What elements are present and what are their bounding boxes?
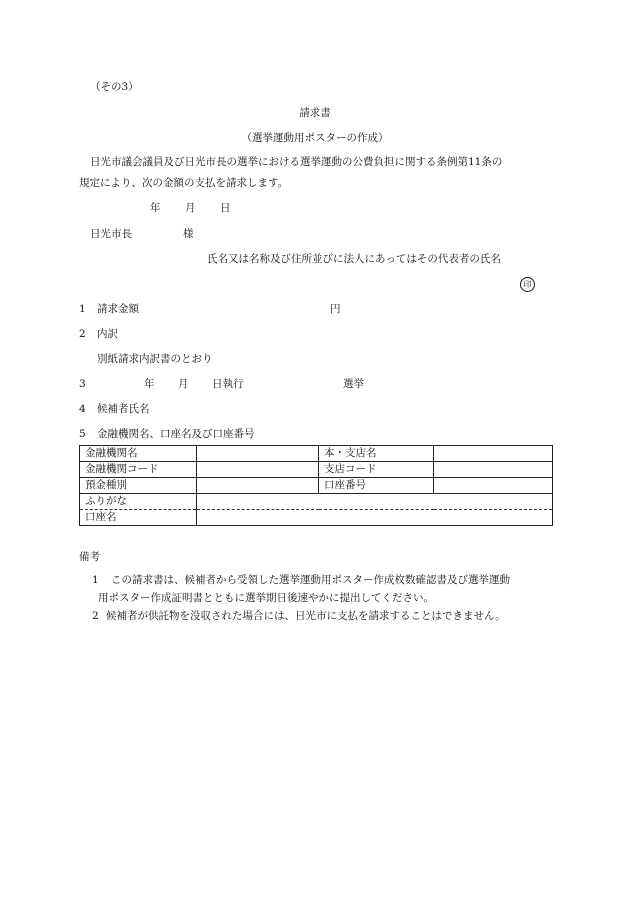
table-row xyxy=(80,510,553,526)
item-election-number: 3 xyxy=(79,378,86,390)
table-row xyxy=(80,494,553,510)
item-breakdown-number: 2 xyxy=(79,328,86,340)
deposit-type-field[interactable] xyxy=(197,478,319,494)
furigana-field[interactable] xyxy=(197,494,553,510)
addressee-honorific: 様 xyxy=(183,228,194,240)
remark-1-number: 1 xyxy=(92,574,99,586)
intro-line-2: 規定により、次の金額の支払を請求します。 xyxy=(79,177,289,189)
remark-2-text: 候補者が供託物を没収された場合には、日光市に支払を請求することはできません。 xyxy=(106,610,506,622)
item-candidate-number: 4 xyxy=(79,403,86,415)
item-amount-label: 請求金額 xyxy=(97,303,139,315)
account-name-field[interactable] xyxy=(197,510,553,526)
item-election-day: 日執行 xyxy=(212,378,244,390)
branch-code-field[interactable] xyxy=(434,462,553,478)
remark-2-number: 2 xyxy=(92,610,99,622)
item-election-year: 年 xyxy=(144,378,155,390)
item-breakdown-label: 内訳 xyxy=(97,328,118,340)
date-day: 日 xyxy=(220,202,231,214)
remark-1-line-2: 用ポスター作成証明書とともに選挙期日後速やかに提出してください。 xyxy=(98,592,434,604)
seal-mark: 印 xyxy=(520,277,535,292)
item-election-month: 月 xyxy=(178,378,189,390)
intro-line-1: 日光市議会議員及び日光市長の選挙における選挙運動の公費負担に関する条例第11条の xyxy=(90,156,503,168)
form-number-label: （その3） xyxy=(90,81,139,93)
account-number-label: 口座番号 xyxy=(319,478,434,494)
item-bank-number: 5 xyxy=(79,428,86,440)
bank-code-field[interactable] xyxy=(197,462,319,478)
table-row xyxy=(80,478,553,494)
item-breakdown-text: 別紙請求内訳書のとおり xyxy=(97,353,213,365)
bank-code-label: 金融機関コード xyxy=(80,462,197,478)
date-year: 年 xyxy=(150,202,161,214)
branch-code-label: 支店コード xyxy=(319,462,434,478)
addressee-name: 日光市長 xyxy=(90,228,132,240)
account-number-field[interactable] xyxy=(434,478,553,494)
bank-name-field[interactable] xyxy=(197,446,319,462)
deposit-type-label: 預金種別 xyxy=(80,478,197,494)
remark-1-line-1: この請求書は、候補者から受領した選挙運動用ポスター作成枚数確認書及び選挙運動 xyxy=(111,574,510,586)
item-candidate-label: 候補者氏名 xyxy=(97,403,150,415)
date-month: 月 xyxy=(185,202,196,214)
bank-name-label: 金融機関名 xyxy=(80,446,197,462)
item-election-suffix: 選挙 xyxy=(343,378,364,390)
document-subtitle: （選挙運動用ポスターの作成） xyxy=(241,132,389,144)
account-name-label: 口座名 xyxy=(80,510,197,526)
bank-account-table xyxy=(79,445,553,526)
table-row xyxy=(80,462,553,478)
branch-name-label: 本・支店名 xyxy=(319,446,434,462)
document-title: 請求書 xyxy=(299,107,331,119)
item-bank-label: 金融機関名、口座名及び口座番号 xyxy=(97,428,255,440)
item-amount-unit: 円 xyxy=(330,303,341,315)
remarks-title: 備考 xyxy=(79,551,100,563)
applicant-label: 氏名又は名称及び住所並びに法人にあってはその代表者の氏名 xyxy=(207,253,501,265)
furigana-label: ふりがな xyxy=(80,494,197,510)
item-amount-number: 1 xyxy=(79,303,86,315)
branch-name-field[interactable] xyxy=(434,446,553,462)
table-row xyxy=(80,446,553,462)
